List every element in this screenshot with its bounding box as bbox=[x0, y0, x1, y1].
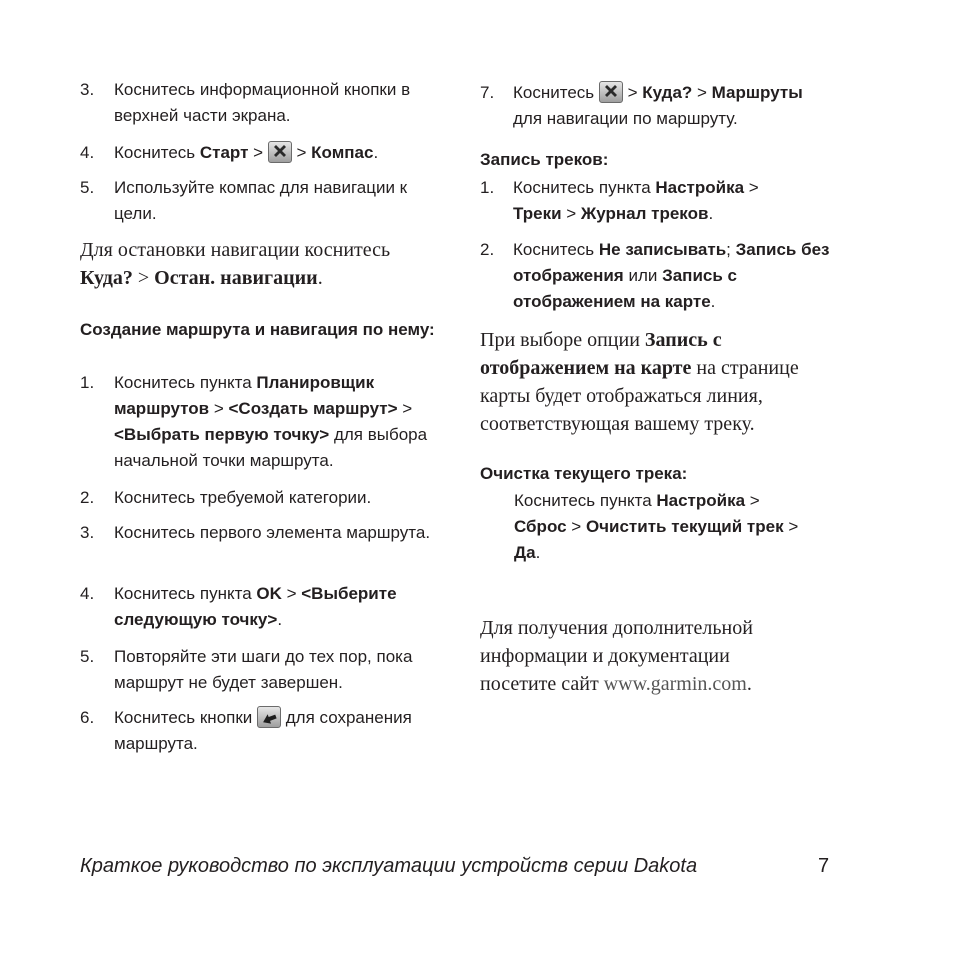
option-record-show-on-map: Запись с отображением на карте bbox=[480, 329, 722, 379]
text: . bbox=[746, 673, 752, 695]
menu-create-route: <Создать маршрут> bbox=[228, 399, 398, 418]
step-number: 3. bbox=[80, 80, 95, 99]
step-text bbox=[513, 80, 858, 132]
track-note-paragraph bbox=[480, 326, 835, 438]
menu-settings: Настройка bbox=[656, 491, 746, 510]
separator: > bbox=[745, 491, 760, 510]
separator: > bbox=[281, 584, 302, 603]
text: Коснитесь пункта bbox=[114, 584, 257, 603]
option-record-no-show: Запись без отображения bbox=[513, 240, 830, 285]
section-heading: Запись треков: bbox=[480, 150, 609, 169]
menu-routes: Маршруты bbox=[711, 83, 803, 102]
menu-clear-current-track: Очистить текущий трек bbox=[585, 517, 784, 536]
option-do-not-record: Не записывать bbox=[598, 240, 727, 259]
text: . bbox=[277, 610, 283, 629]
separator: ; bbox=[726, 240, 736, 259]
step-number: 2. bbox=[80, 488, 95, 507]
text: или bbox=[623, 266, 663, 285]
text: Для остановки навигации коснитесь bbox=[80, 239, 391, 261]
step-number: 7. bbox=[480, 83, 495, 102]
step-number: 5. bbox=[80, 647, 95, 666]
separator: > bbox=[566, 517, 586, 536]
step-number: 2. bbox=[480, 240, 495, 259]
separator: > bbox=[622, 83, 643, 102]
menu-settings: Настройка bbox=[655, 178, 745, 197]
menu-start: Старт bbox=[199, 143, 249, 162]
garmin-website-link[interactable]: www.garmin.com bbox=[603, 673, 747, 695]
text: . bbox=[317, 267, 323, 289]
separator: > bbox=[397, 399, 413, 418]
text: . bbox=[535, 543, 541, 562]
step-number: 5. bbox=[80, 178, 95, 197]
step-text bbox=[114, 140, 454, 166]
menu-compass: Компас bbox=[311, 143, 374, 162]
step-text bbox=[114, 581, 454, 633]
menu-stop-navigation: Остан. навигации bbox=[154, 267, 318, 289]
step-text bbox=[114, 705, 454, 757]
text: . bbox=[708, 204, 714, 223]
menu-select-first-point: <Выбрать первую точку> bbox=[114, 425, 330, 444]
step-number: 4. bbox=[80, 143, 95, 162]
text: Коснитесь пункта bbox=[514, 491, 657, 510]
step-text bbox=[514, 488, 814, 566]
tools-x-icon bbox=[599, 81, 623, 103]
step-number: 4. bbox=[80, 584, 95, 603]
info-paragraph bbox=[480, 614, 790, 698]
step-text: Используйте компас для навигации к цели. bbox=[114, 178, 408, 223]
step-number: 3. bbox=[80, 523, 95, 542]
menu-reset: Сброс bbox=[514, 517, 567, 536]
step-text: Повторяйте эти шаги до тех пор, пока маршрут не будет завершен. bbox=[114, 647, 413, 692]
menu-tracks: Треки bbox=[513, 204, 562, 223]
step-number: 6. bbox=[80, 708, 95, 727]
text: Коснитесь пункта bbox=[513, 178, 656, 197]
menu-yes: Да bbox=[514, 543, 536, 562]
stop-navigation-paragraph bbox=[80, 236, 450, 292]
separator: > bbox=[692, 83, 712, 102]
page-number: 7 bbox=[818, 855, 830, 877]
text: для навигации по маршруту. bbox=[513, 109, 738, 128]
section-heading: Очистка текущего трека: bbox=[480, 464, 688, 483]
menu-ok: OK bbox=[256, 584, 282, 603]
text: . bbox=[373, 143, 379, 162]
text: Коснитесь пункта bbox=[114, 373, 257, 392]
section-heading: Создание маршрута и навигация по нему: bbox=[80, 320, 435, 339]
menu-select-next-point: <Выберите следующую точку> bbox=[114, 584, 397, 629]
step-text: Коснитесь требуемой категории. bbox=[114, 488, 372, 507]
text: При выборе опции bbox=[480, 329, 645, 351]
separator: > bbox=[561, 204, 581, 223]
separator: > bbox=[132, 267, 155, 289]
text: на странице карты будет отображаться линия, соответствующая вашему треку. bbox=[480, 357, 799, 435]
step-number: 1. bbox=[480, 178, 495, 197]
text: Коснитесь bbox=[114, 143, 200, 162]
separator: > bbox=[783, 517, 799, 536]
separator: > bbox=[744, 178, 759, 197]
footer-title: Краткое руководство по эксплуатации устройств серии Dakota bbox=[80, 855, 698, 877]
text: Коснитесь bbox=[513, 83, 599, 102]
text: . bbox=[710, 292, 716, 311]
step-text: Коснитесь информационной кнопки в верхней части экрана. bbox=[114, 80, 411, 125]
text: Коснитесь кнопки bbox=[114, 708, 258, 727]
step-number: 1. bbox=[80, 373, 95, 392]
save-route-arrow-icon bbox=[257, 706, 281, 728]
text: для выбора начальной точки маршрута. bbox=[114, 425, 428, 470]
option-record-show-on-map: Запись с отображением на карте bbox=[513, 266, 737, 311]
separator: > bbox=[209, 399, 229, 418]
step-text bbox=[513, 237, 858, 315]
text: Для получения дополнительной информации и документации посетите сайт bbox=[480, 617, 753, 695]
menu-where: Куда? bbox=[642, 83, 693, 102]
step-text bbox=[114, 370, 454, 474]
tools-x-icon bbox=[268, 141, 292, 163]
menu-track-log: Журнал треков bbox=[580, 204, 709, 223]
text: для сохранения маршрута. bbox=[114, 708, 412, 753]
menu-where: Куда? bbox=[80, 267, 133, 289]
text: Коснитесь bbox=[513, 240, 599, 259]
step-text bbox=[513, 175, 858, 227]
separator: > bbox=[291, 143, 312, 162]
step-text: Коснитесь первого элемента маршрута. bbox=[114, 523, 431, 542]
menu-route-planner: Планировщик маршрутов bbox=[114, 373, 375, 418]
separator: > bbox=[248, 143, 268, 162]
